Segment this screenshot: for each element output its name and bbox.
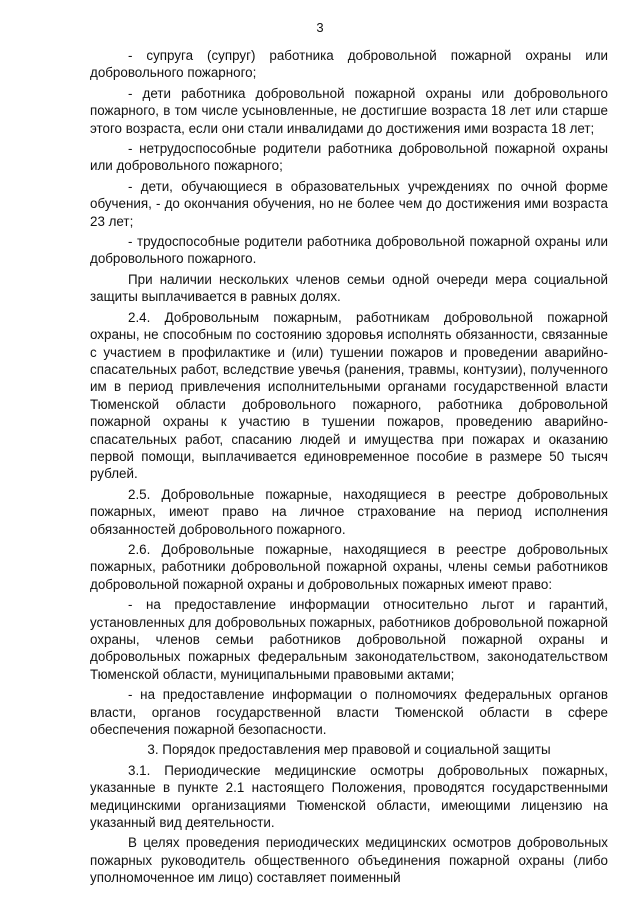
paragraph-students: - дети, обучающиеся в образовательных учреждениях по очной форме обучения, - до окончания обучения, но не более чем до достижения ими возраста 23 лет; bbox=[90, 178, 608, 229]
paragraph-2-4: 2.4. Добровольным пожарным, работникам добровольной пожарной охраны, не способным по состоянию здоровья исполнять обязанности, связанные с участием в профилактике и (или) тушении пожаров и проведении аварийно-спасательных работ, вследствие увечья (ранения, травмы, контузии), полученного им в период привлечения исполнительными органами государственной власти Тюменской области добровольного пожарного, работника добровольной пожарной охраны к участию в тушении пожаров, проведению аварийно-спасательных работ, спасанию людей и имущества при пожарах и оказанию первой помощи, выплачивается единовременное пособие в размере 50 тысяч рублей. bbox=[90, 309, 608, 482]
document-body bbox=[90, 47, 608, 887]
paragraph-disabled-parents: - нетрудоспособные родители работника добровольной пожарной охраны или добровольного пожарного; bbox=[90, 141, 608, 174]
paragraph-medical-list: В целях проведения периодических медицинских осмотров добровольных пожарных руководитель общественного объединения пожарной охраны (либо уполномоченное им лицо) составляет поименный bbox=[90, 835, 608, 886]
paragraph-info-authorities: - на предоставление информации о полномочиях федеральных органов власти, органов государственной власти Тюменской области в сфере обеспечения пожарной безопасности. bbox=[90, 687, 608, 738]
paragraph-spouse: - супруга (супруг) работника добровольной пожарной охраны или добровольного пожарного; bbox=[90, 48, 608, 81]
paragraph-info-benefits: - на предоставление информации относительно льгот и гарантий, установленных для добровольных пожарных, работников добровольной пожарной охраны, членов семьи работников добровольной пожарной охраны и добровольных пожарных федеральным законодательством, законодательством Тюменской области, муниципальными правовыми актами; bbox=[90, 597, 608, 682]
paragraph-3-1: 3.1. Периодические медицинские осмотры добровольных пожарных, указанные в пункте 2.1 настоящего Положения, проводятся государственными медицинскими организациями Тюменской области, имеющими лицензию на указанный вид деятельности. bbox=[90, 762, 608, 831]
paragraph-able-parents: - трудоспособные родители работника добровольной пожарной охраны или добровольного пожарного. bbox=[90, 234, 608, 267]
section-3-heading: 3. Порядок предоставления мер правовой и социальной защиты bbox=[147, 742, 551, 758]
paragraph-equal-shares: При наличии нескольких членов семьи одной очереди мера социальной защиты выплачивается в равных долях. bbox=[90, 271, 608, 305]
paragraph-children: - дети работника добровольной пожарной охраны или добровольного пожарного, в том числе усыновленные, не достигшие возраста 18 лет или старше этого возраста, если они стали инвалидами до достижения ими возраста 18 лет; bbox=[90, 85, 608, 136]
paragraph-2-5: 2.5. Добровольные пожарные, находящиеся в реестре добровольных пожарных, имеют право на личное страхование на период исполнения обязанностей добровольного пожарного. bbox=[90, 486, 608, 537]
paragraph-2-6: 2.6. Добровольные пожарные, находящиеся в реестре добровольных пожарных, работники добровольной пожарной охраны, члены семьи работников добровольной пожарной охраны и добровольных пожарных имеют право: bbox=[90, 541, 608, 592]
page-number: 3 bbox=[316, 20, 324, 35]
